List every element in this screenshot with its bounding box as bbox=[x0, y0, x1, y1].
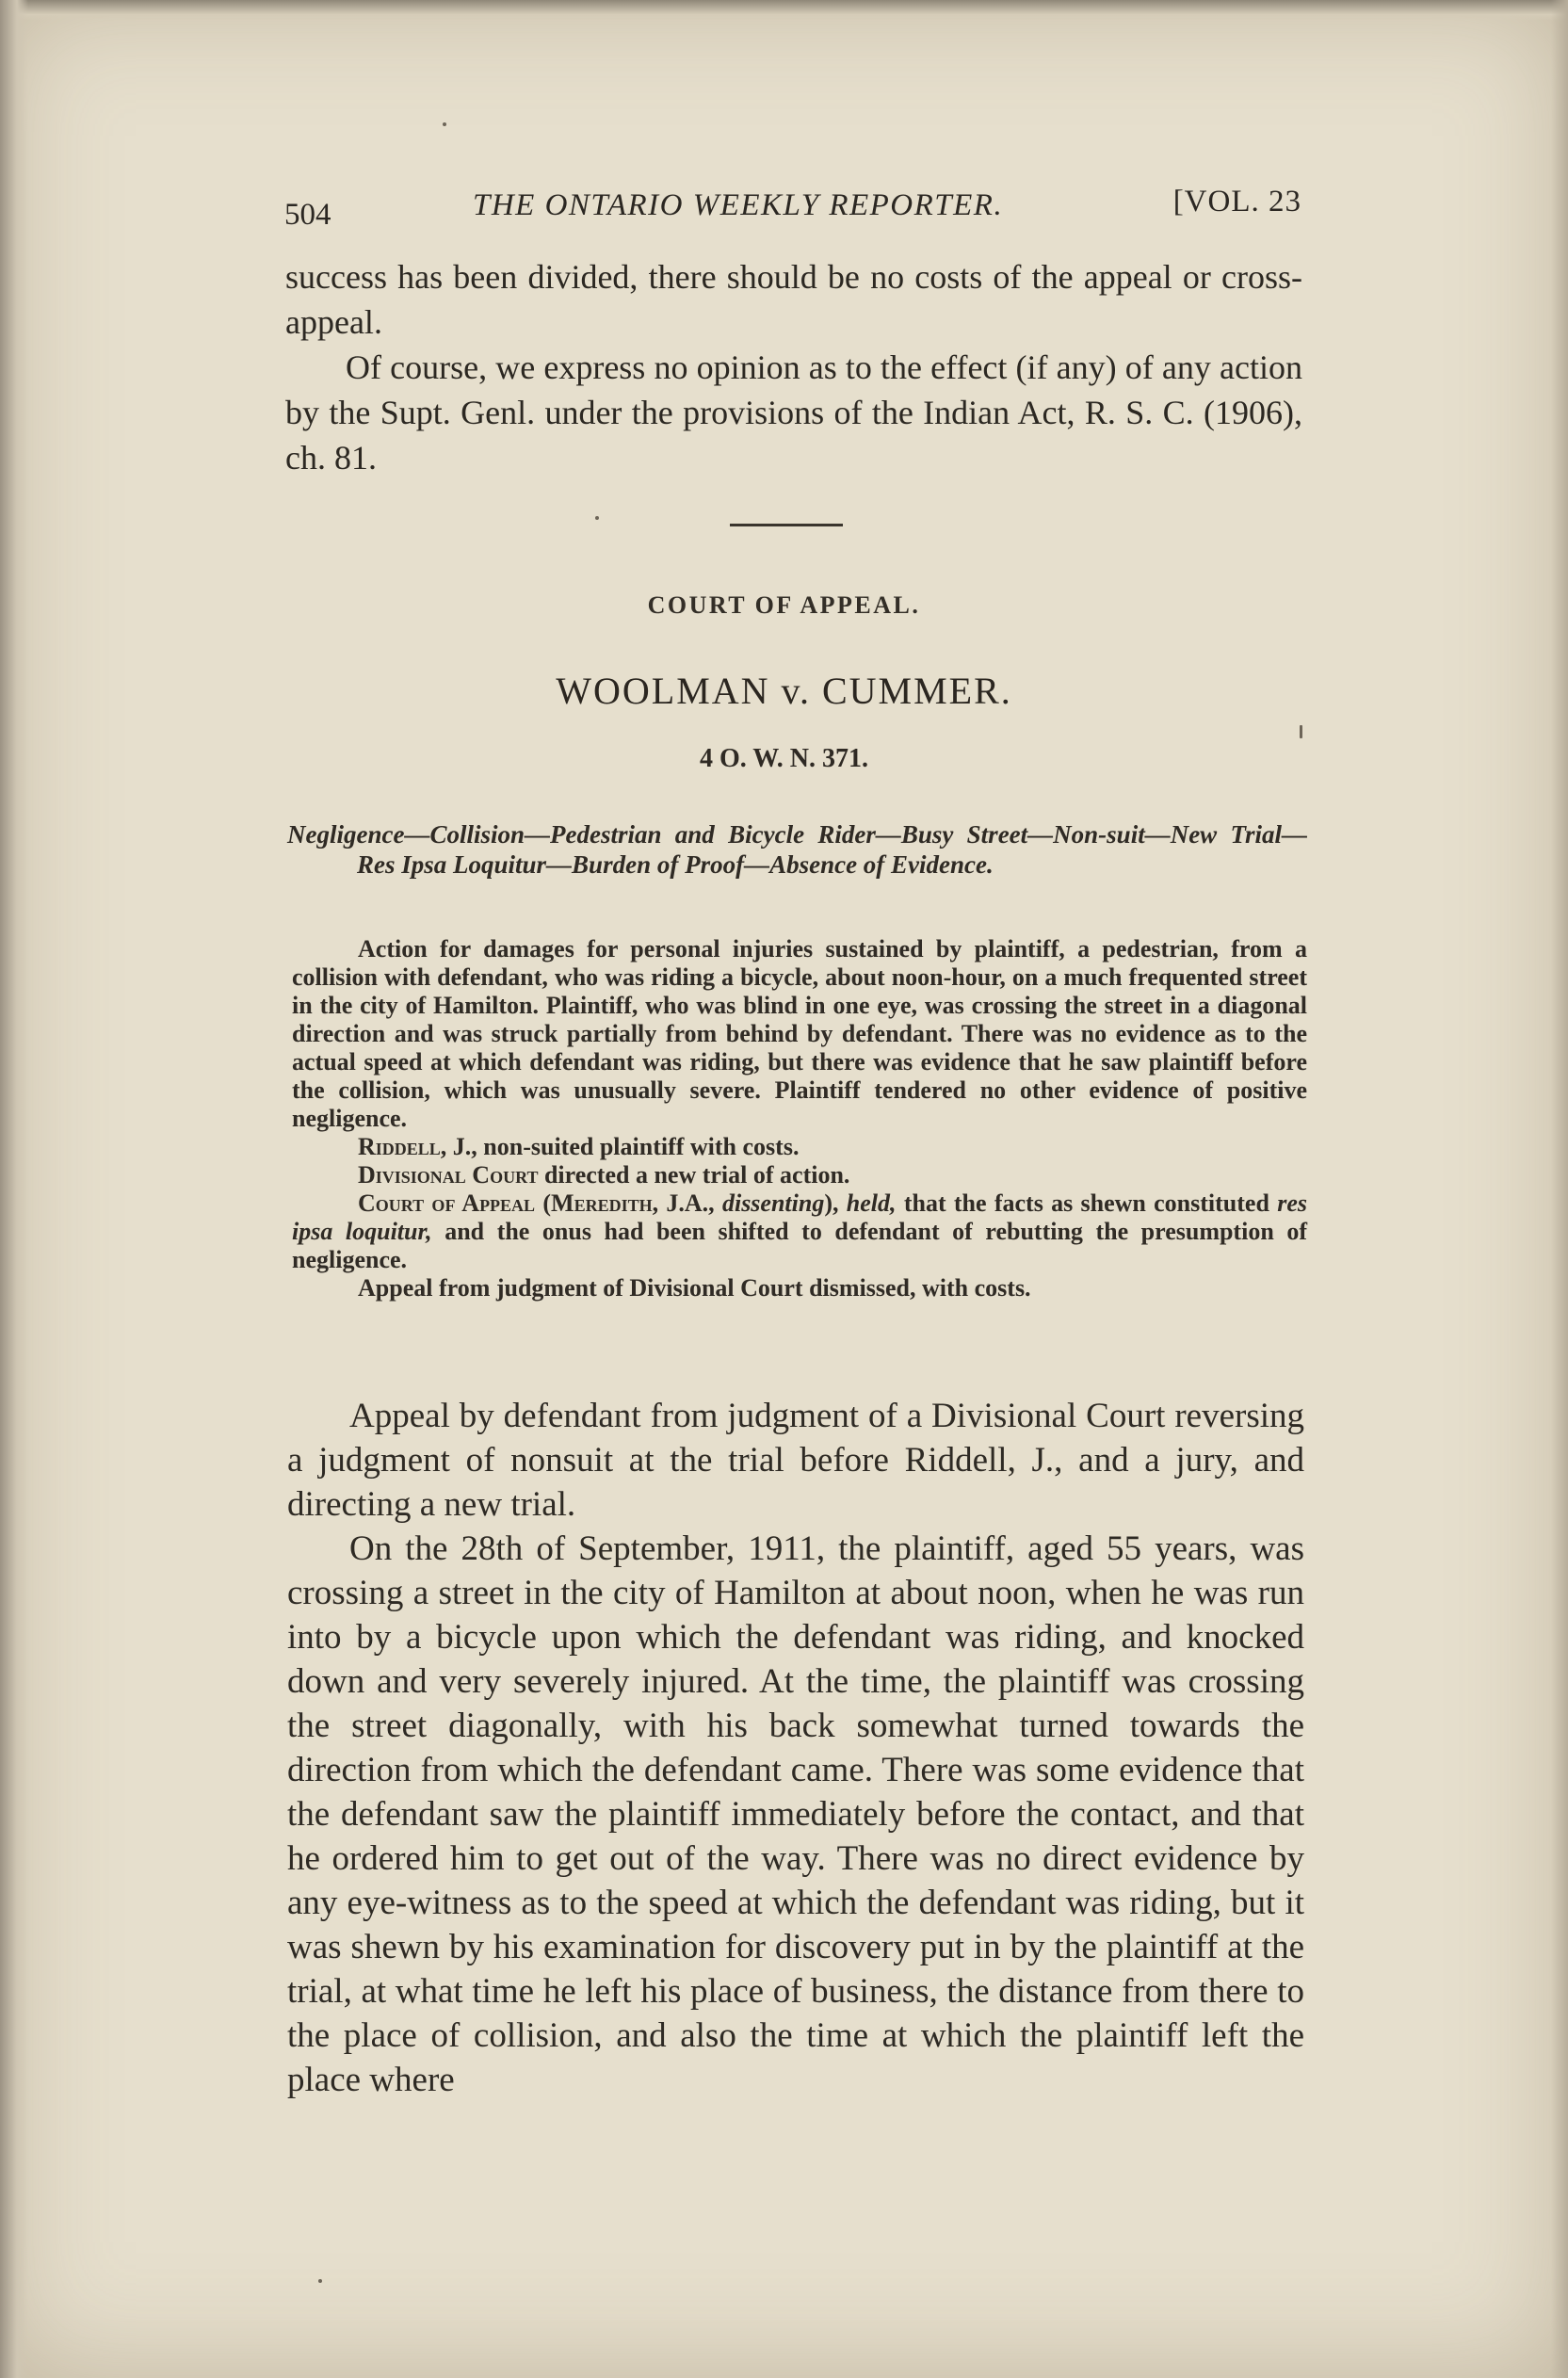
divisional-court-name: Divisional Court bbox=[358, 1161, 539, 1189]
catchwords bbox=[287, 819, 1307, 880]
page-top-edge bbox=[0, 0, 1568, 21]
paper-speck bbox=[443, 122, 446, 126]
headnote bbox=[292, 935, 1307, 1302]
previous-case-paragraph: Of course, we express no opinion as to the effect (if any) of any action by the Supt. Genl. under the provisions of the Indian Act, R. S. C. (1906), ch. 81. bbox=[285, 348, 1302, 477]
holding-text-continued: and the onus had been shifted to defendant of rebutting the presumption of negligence. bbox=[292, 1218, 1307, 1273]
page-gutter-shadow bbox=[0, 0, 28, 2378]
previous-case-conclusion bbox=[285, 254, 1302, 480]
section-divider bbox=[730, 524, 843, 526]
page-number: 504 bbox=[284, 198, 331, 232]
volume-number: [VOL. 23 bbox=[1172, 185, 1301, 218]
headnote-disposition: Appeal from judgment of Divisional Court dismissed, with costs. bbox=[358, 1274, 1031, 1302]
dissenting-label: dissenting bbox=[721, 1189, 825, 1217]
trial-result: non-suited plaintiff with costs. bbox=[477, 1133, 800, 1160]
holding-text: that the facts as shewn constituted bbox=[896, 1189, 1278, 1217]
judgment-body bbox=[287, 1394, 1304, 2102]
page-right-edge bbox=[1551, 0, 1568, 2378]
case-citation: 4 O. W. N. 371. bbox=[700, 744, 868, 773]
court-heading: COURT OF APPEAL. bbox=[647, 591, 921, 619]
dissenting-judge: Meredith, J.A., bbox=[551, 1189, 715, 1217]
headnote-divisional bbox=[292, 1161, 1307, 1189]
paper-speck bbox=[318, 2279, 322, 2283]
held-label: held, bbox=[846, 1189, 897, 1217]
headnote-summary: Action for damages for personal injuries sustained by plaintiff, a pedestrian, from a collision with defendant, who was riding a bicycle, about noon-hour, on a much frequented street in the city of Hamilton. Plaintiff, who was blind in one eye, was crossing the street in a diagonal direction and was struck partially from behind by defendant. There was no evidence as to the actual speed at which defendant was riding, but there was evidence that he saw plaintiff before the collision, which was unusually severe. Plaintiff tendered no other evidence of positive negligence. bbox=[292, 935, 1307, 1132]
case-title: WOOLMAN v. CUMMER. bbox=[556, 670, 1012, 712]
previous-case-paragraph: success has been divided, there should be no costs of the appeal or cross-appeal. bbox=[285, 258, 1302, 341]
appeal-close: ), bbox=[824, 1189, 847, 1217]
trial-judge: Riddell, J., bbox=[358, 1133, 477, 1160]
paper-speck bbox=[595, 516, 599, 520]
divisional-result: directed a new trial of action. bbox=[538, 1161, 850, 1189]
body-paragraph: Appeal by defendant from judgment of a Divisional Court reversing a judgment of nonsuit at the trial before Riddell, J., and a jury, and directing a new trial. bbox=[287, 1397, 1304, 1524]
appeal-court-name: Court of Appeal bbox=[358, 1189, 536, 1217]
appeal-open: ( bbox=[535, 1189, 552, 1217]
headnote-trial bbox=[292, 1133, 1307, 1161]
headnote-appeal bbox=[292, 1189, 1307, 1274]
res-ipsa-phrase: res ipsa loquitur, bbox=[292, 1189, 1307, 1245]
running-head bbox=[284, 185, 1301, 232]
catchwords-text: Negligence—Collision—Pedestrian and Bicycle Rider—Busy Street—Non-suit—New Trial—Res Ipsa Loquitur—Burden of Proof—Absence of Evidence. bbox=[287, 820, 1307, 879]
publication-title: THE ONTARIO WEEKLY REPORTER. bbox=[473, 188, 1004, 222]
paper-speck bbox=[1300, 725, 1302, 738]
body-paragraph: On the 28th of September, 1911, the plaintiff, aged 55 years, was crossing a street in the city of Hamilton at about noon, when he was run into by a bicycle upon which the defendant was riding, and knocked down and very severely injured. At the time, the plaintiff was crossing the street diagonally, with his back somewhat turned towards the direction from which the defendant came. There was some evidence that the defendant saw the plaintiff immediately before the contact, and that he ordered him to get out of the way. There was no direct evidence by any eye-witness as to the speed at which the defendant was riding, but it was shewn by his examination for discovery put in by the plaintiff at the trial, at what time he left his place of business, the distance from there to the place of collision, and also the time at which the plaintiff left the place where bbox=[287, 1529, 1304, 2099]
